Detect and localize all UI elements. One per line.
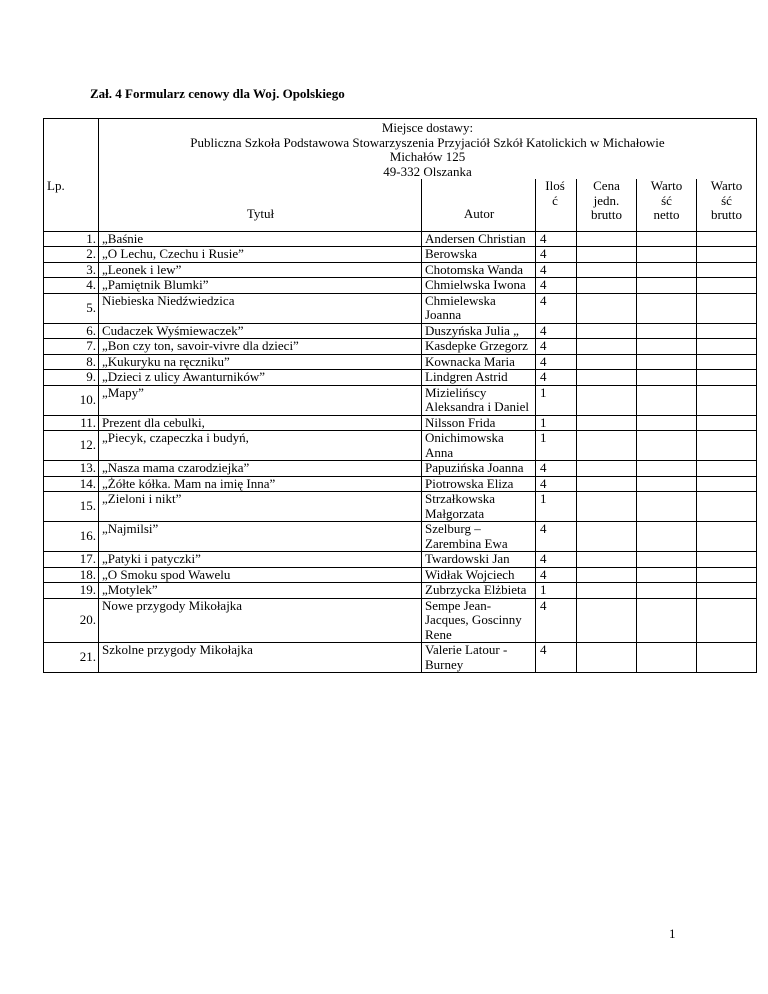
row-wartosc-brutto[interactable] <box>697 354 757 370</box>
row-lp: 21. <box>44 643 99 673</box>
row-wartosc-brutto[interactable] <box>697 247 757 263</box>
row-lp: 17. <box>44 552 99 568</box>
row-tytul: „Zieloni i nikt” <box>99 492 422 522</box>
col-header-autor: Autor <box>422 179 536 231</box>
row-wartosc-netto[interactable] <box>637 354 697 370</box>
row-cena[interactable] <box>577 385 637 415</box>
row-autor: Onichimowska Anna <box>422 431 536 461</box>
row-wartosc-netto[interactable] <box>637 643 697 673</box>
table-row <box>44 552 757 568</box>
row-cena[interactable] <box>577 476 637 492</box>
row-wartosc-netto[interactable] <box>637 385 697 415</box>
row-ilosc: 4 <box>536 567 577 583</box>
row-wartosc-netto[interactable] <box>637 598 697 643</box>
row-wartosc-netto[interactable] <box>637 247 697 263</box>
row-lp: 14. <box>44 476 99 492</box>
col-header-wn-3: netto <box>653 207 680 222</box>
table-row <box>44 262 757 278</box>
row-cena[interactable] <box>577 461 637 477</box>
row-autor: Duszyńska Julia „ <box>422 323 536 339</box>
row-tytul: Cudaczek Wyśmiewaczek” <box>99 323 422 339</box>
row-wartosc-netto[interactable] <box>637 476 697 492</box>
book-rows <box>44 231 757 673</box>
col-header-tytul: Tytuł <box>99 179 422 231</box>
row-autor: Widłak Wojciech <box>422 567 536 583</box>
col-header-wartosc-netto <box>637 179 697 231</box>
table-row <box>44 247 757 263</box>
table-row <box>44 415 757 431</box>
row-wartosc-brutto[interactable] <box>697 431 757 461</box>
row-wartosc-netto[interactable] <box>637 339 697 355</box>
row-autor: Berowska <box>422 247 536 263</box>
table-row <box>44 370 757 386</box>
col-header-wb-2: ść <box>721 192 732 208</box>
row-tytul: Nowe przygody Mikołajka <box>99 598 422 643</box>
row-wartosc-brutto[interactable] <box>697 522 757 552</box>
row-autor: Mizielińscy Aleksandra i Daniel <box>422 385 536 415</box>
row-tytul: „O Lechu, Czechu i Rusie” <box>99 247 422 263</box>
row-autor: Chotomska Wanda <box>422 262 536 278</box>
row-wartosc-netto[interactable] <box>637 552 697 568</box>
row-tytul: „Bon czy ton, savoir-vivre dla dzieci” <box>99 339 422 355</box>
col-header-lp: Lp. <box>44 119 99 232</box>
row-cena[interactable] <box>577 552 637 568</box>
row-lp: 4. <box>44 278 99 294</box>
col-header-ilosc <box>536 179 577 231</box>
row-wartosc-brutto[interactable] <box>697 552 757 568</box>
col-header-wb-1: Warto <box>710 178 743 193</box>
row-ilosc: 4 <box>536 552 577 568</box>
row-wartosc-brutto[interactable] <box>697 598 757 643</box>
table-row <box>44 278 757 294</box>
col-header-wn-1: Warto <box>650 178 683 193</box>
row-ilosc: 4 <box>536 461 577 477</box>
row-tytul: Szkolne przygody Mikołajka <box>99 643 422 673</box>
table-row <box>44 339 757 355</box>
row-ilosc: 1 <box>536 492 577 522</box>
row-ilosc: 4 <box>536 643 577 673</box>
row-autor: Lindgren Astrid <box>422 370 536 386</box>
row-cena[interactable] <box>577 278 637 294</box>
delivery-row <box>44 119 757 180</box>
col-header-ilosc-1: Iloś <box>545 178 565 193</box>
row-wartosc-brutto[interactable] <box>697 643 757 673</box>
row-cena[interactable] <box>577 583 637 599</box>
row-autor: Twardowski Jan <box>422 552 536 568</box>
row-cena[interactable] <box>577 598 637 643</box>
row-cena[interactable] <box>577 415 637 431</box>
row-ilosc: 4 <box>536 598 577 643</box>
row-ilosc: 4 <box>536 522 577 552</box>
col-header-cena <box>577 179 637 231</box>
row-lp: 16. <box>44 522 99 552</box>
col-header-wn-2: ść <box>661 192 672 208</box>
row-wartosc-brutto[interactable] <box>697 461 757 477</box>
table-row <box>44 431 757 461</box>
row-cena[interactable] <box>577 231 637 247</box>
row-cena[interactable] <box>577 262 637 278</box>
row-tytul: „Mapy” <box>99 385 422 415</box>
row-tytul: „O Smoku spod Wawelu <box>99 567 422 583</box>
row-cena[interactable] <box>577 522 637 552</box>
row-tytul: „Dzieci z ulicy Awanturników” <box>99 370 422 386</box>
row-tytul: „Kukuryku na ręczniku” <box>99 354 422 370</box>
row-cena[interactable] <box>577 492 637 522</box>
table-row <box>44 461 757 477</box>
row-autor: Chmielewska Joanna <box>422 293 536 323</box>
delivery-postcode: 49-332 Olszanka <box>383 163 472 179</box>
delivery-label: Miejsce dostawy: <box>381 120 474 135</box>
row-wartosc-brutto[interactable] <box>697 370 757 386</box>
row-lp: 13. <box>44 461 99 477</box>
row-ilosc: 1 <box>536 583 577 599</box>
table-row <box>44 354 757 370</box>
row-wartosc-brutto[interactable] <box>697 262 757 278</box>
page-number: 1 <box>669 926 676 941</box>
row-tytul: Niebieska Niedźwiedzica <box>99 293 422 323</box>
row-lp: 7. <box>44 339 99 355</box>
row-wartosc-brutto[interactable] <box>697 293 757 323</box>
row-lp: 20. <box>44 598 99 643</box>
row-lp: 9. <box>44 370 99 386</box>
row-lp: 11. <box>44 415 99 431</box>
table-row <box>44 323 757 339</box>
row-autor: Andersen Christian <box>422 231 536 247</box>
row-lp: 8. <box>44 354 99 370</box>
row-tytul: „Patyki i patyczki” <box>99 552 422 568</box>
row-tytul: „Motylek” <box>99 583 422 599</box>
delivery-place <box>99 119 757 180</box>
row-wartosc-brutto[interactable] <box>697 476 757 492</box>
table-row <box>44 583 757 599</box>
row-ilosc: 1 <box>536 415 577 431</box>
row-wartosc-brutto[interactable] <box>697 231 757 247</box>
row-autor: Papuzińska Joanna <box>422 461 536 477</box>
row-cena[interactable] <box>577 370 637 386</box>
row-lp: 6. <box>44 323 99 339</box>
row-wartosc-netto[interactable] <box>637 583 697 599</box>
row-cena[interactable] <box>577 323 637 339</box>
row-wartosc-netto[interactable] <box>637 262 697 278</box>
row-wartosc-brutto[interactable] <box>697 339 757 355</box>
column-header-row <box>44 179 757 231</box>
row-ilosc: 4 <box>536 370 577 386</box>
row-wartosc-brutto[interactable] <box>697 415 757 431</box>
row-ilosc: 4 <box>536 476 577 492</box>
row-tytul: „Piecyk, czapeczka i budyń, <box>99 431 422 461</box>
row-autor: Nilsson Frida <box>422 415 536 431</box>
table-row <box>44 492 757 522</box>
table-row <box>44 598 757 643</box>
row-tytul: „Żółte kółka. Mam na imię Inna” <box>99 476 422 492</box>
col-header-cena-2: jedn. <box>593 192 620 208</box>
row-autor: Zubrzycka Elżbieta <box>422 583 536 599</box>
col-header-wb-3: brutto <box>710 207 743 222</box>
row-cena[interactable] <box>577 293 637 323</box>
row-autor: Chmielwska Iwona <box>422 278 536 294</box>
row-autor: Strzałkowska Małgorzata <box>422 492 536 522</box>
row-ilosc: 4 <box>536 323 577 339</box>
col-header-cena-1: Cena <box>593 178 620 193</box>
row-cena[interactable] <box>577 431 637 461</box>
row-ilosc: 4 <box>536 278 577 294</box>
col-header-ilosc-2: ć <box>552 192 558 208</box>
row-autor: Valerie Latour - Burney <box>422 643 536 673</box>
row-ilosc: 4 <box>536 247 577 263</box>
row-cena[interactable] <box>577 247 637 263</box>
row-autor: Sempe Jean-Jacques, Goscinny Rene <box>422 598 536 643</box>
row-lp: 12. <box>44 431 99 461</box>
row-wartosc-brutto[interactable] <box>697 492 757 522</box>
row-autor: Szelburg – Zarembina Ewa <box>422 522 536 552</box>
row-wartosc-netto[interactable] <box>637 522 697 552</box>
row-cena[interactable] <box>577 339 637 355</box>
row-ilosc: 1 <box>536 385 577 415</box>
row-lp: 19. <box>44 583 99 599</box>
row-lp: 2. <box>44 247 99 263</box>
delivery-address: Michałów 125 <box>389 149 466 164</box>
row-ilosc: 4 <box>536 262 577 278</box>
row-tytul: Prezent dla cebulki, <box>99 415 422 431</box>
row-cena[interactable] <box>577 354 637 370</box>
row-tytul: „Najmilsi” <box>99 522 422 552</box>
row-ilosc: 4 <box>536 293 577 323</box>
table-row <box>44 643 757 673</box>
row-autor: Kasdepke Grzegorz <box>422 339 536 355</box>
row-lp: 5. <box>44 293 99 323</box>
row-wartosc-netto[interactable] <box>637 415 697 431</box>
row-wartosc-brutto[interactable] <box>697 385 757 415</box>
table-row <box>44 385 757 415</box>
table-row <box>44 293 757 323</box>
row-wartosc-netto[interactable] <box>637 293 697 323</box>
row-wartosc-netto[interactable] <box>637 231 697 247</box>
row-wartosc-netto[interactable] <box>637 492 697 522</box>
row-lp: 1. <box>44 231 99 247</box>
row-wartosc-netto[interactable] <box>637 431 697 461</box>
row-wartosc-netto[interactable] <box>637 567 697 583</box>
row-lp: 10. <box>44 385 99 415</box>
row-lp: 3. <box>44 262 99 278</box>
row-wartosc-brutto[interactable] <box>697 323 757 339</box>
row-cena[interactable] <box>577 567 637 583</box>
row-wartosc-netto[interactable] <box>637 278 697 294</box>
row-autor: Kownacka Maria <box>422 354 536 370</box>
row-ilosc: 1 <box>536 431 577 461</box>
row-cena[interactable] <box>577 643 637 673</box>
table-row <box>44 567 757 583</box>
table-row <box>44 231 757 247</box>
document-title: Zał. 4 Formularz cenowy dla Woj. Opolskiego <box>90 86 345 101</box>
row-ilosc: 4 <box>536 339 577 355</box>
row-wartosc-brutto[interactable] <box>697 583 757 599</box>
row-wartosc-brutto[interactable] <box>697 278 757 294</box>
col-header-wartosc-brutto <box>697 179 757 231</box>
row-autor: Piotrowska Eliza <box>422 476 536 492</box>
col-header-cena-3: brutto <box>590 207 623 222</box>
price-form-table <box>43 118 757 673</box>
row-tytul: „Baśnie <box>99 231 422 247</box>
row-tytul: „Leonek i lew” <box>99 262 422 278</box>
row-tytul: „Nasza mama czarodziejka” <box>99 461 422 477</box>
row-ilosc: 4 <box>536 231 577 247</box>
row-lp: 15. <box>44 492 99 522</box>
row-tytul: „Pamiętnik Blumki” <box>99 278 422 294</box>
table-row <box>44 522 757 552</box>
row-wartosc-brutto[interactable] <box>697 567 757 583</box>
row-lp: 18. <box>44 567 99 583</box>
row-wartosc-netto[interactable] <box>637 323 697 339</box>
row-ilosc: 4 <box>536 354 577 370</box>
table-row <box>44 476 757 492</box>
row-wartosc-netto[interactable] <box>637 461 697 477</box>
row-wartosc-netto[interactable] <box>637 370 697 386</box>
delivery-school: Publiczna Szkoła Podstawowa Stowarzyszenia Przyjaciół Szkół Katolickich w Michałowie <box>190 134 665 150</box>
